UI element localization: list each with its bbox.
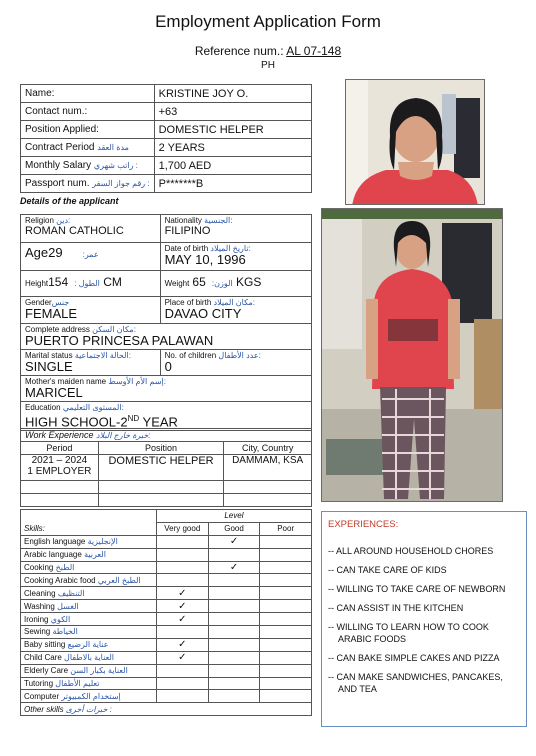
age-label-ar: عمر: [82, 250, 99, 259]
details-heading: Details of the applicant [20, 196, 119, 206]
work-empty-cell [21, 481, 99, 494]
skill-name-cell [21, 613, 157, 626]
skill-level-cell [156, 664, 208, 677]
skill-level-cell [260, 535, 312, 548]
dob-cell [160, 243, 311, 271]
skill-level-cell [208, 535, 260, 548]
info-value: DOMESTIC HELPER [154, 121, 311, 139]
skill-row [21, 613, 312, 626]
work-row-period: 2021 – 2024 1 EMPLOYER [21, 455, 99, 481]
work-row-position: DOMESTIC HELPER [98, 455, 224, 481]
skill-level-cell [208, 638, 260, 651]
skill-row [21, 574, 312, 587]
skill-name-cell [21, 626, 157, 639]
skill-name-cell [21, 574, 157, 587]
skill-level-cell [156, 626, 208, 639]
skill-name-ar: عناية الرضيع [67, 640, 109, 650]
skill-row [21, 651, 312, 664]
mother-label-ar: إسم الأم الأوسط: [108, 377, 166, 386]
birthplace-cell [160, 297, 311, 324]
skill-name: Arabic language [24, 550, 82, 560]
skill-name-ar: التنظيف [57, 588, 85, 598]
skill-name-cell [21, 535, 157, 548]
skill-level-cell [156, 690, 208, 703]
address-value: PUERTO PRINCESA PALAWAN [25, 333, 214, 348]
skill-name: Baby sitting [24, 640, 66, 650]
skill-level-cell [156, 587, 208, 600]
skill-level-cell [208, 651, 260, 664]
skill-level-cell [208, 548, 260, 561]
skill-level-cell [260, 677, 312, 690]
skill-name-cell [21, 587, 157, 600]
experiences-box [321, 511, 527, 727]
skill-level-cell [260, 613, 312, 626]
experience-item: -- ALL AROUND HOUSEHOLD CHORES [328, 546, 494, 556]
skill-row [21, 535, 312, 548]
skill-row [21, 600, 312, 613]
info-label-ar: راتب شهري : [93, 161, 138, 170]
country-code: PH [261, 60, 275, 71]
skill-level-cell [260, 664, 312, 677]
skills-corner [21, 510, 157, 523]
height-label-ar: الطول : [74, 279, 100, 288]
work-experience-title: Work Experience خبرة خارج البلاد: [21, 429, 312, 442]
address-cell [21, 324, 312, 350]
marital-value: SINGLE [25, 359, 73, 374]
skill-name: Washing [24, 601, 55, 611]
children-label: No. of children [164, 351, 217, 360]
skill-level-cell [260, 638, 312, 651]
skill-name: Elderly Care [24, 666, 69, 676]
skills-table [20, 509, 312, 716]
work-header-position: Position [98, 442, 224, 455]
skill-name-ar: إستخدام الكمبيوتر [61, 691, 121, 701]
info-row [21, 85, 312, 103]
skill-level-cell [156, 651, 208, 664]
personal-info-table [20, 84, 312, 193]
birthplace-label-ar: مكان الميلاد: [213, 298, 256, 307]
form-title: Employment Application Form [155, 12, 381, 31]
skill-name: Cooking Arabic food [24, 575, 96, 585]
skill-level-cell [208, 664, 260, 677]
other-skills-row [21, 703, 312, 716]
religion-value: ROMAN CATHOLIC [25, 225, 124, 237]
level-header: Level [156, 510, 311, 523]
birthplace-label: Place of birth [164, 298, 212, 307]
nationality-value: FILIPINO [164, 225, 211, 237]
weight-label-ar: الوزن: [211, 279, 233, 288]
work-empty-cell [224, 481, 312, 494]
reference-label: Reference num.: [194, 44, 284, 58]
marital-label-ar: الحالة الاجتماعية: [74, 351, 131, 360]
skill-level-cell [260, 626, 312, 639]
experiences-list [328, 545, 520, 695]
children-value: 0 [164, 359, 172, 374]
level-good: Good [208, 522, 260, 535]
skill-level-cell [156, 548, 208, 561]
skill-name-ar: العناية بكبار السن [70, 666, 128, 676]
reference-line [0, 44, 536, 58]
experience-item: -- CAN MAKE SANDWICHES, PANCAKES, AND TEA [328, 672, 503, 694]
info-label: Contract Period [25, 142, 95, 153]
check-icon: ✓ [178, 652, 187, 664]
info-label-cell [21, 157, 155, 175]
info-row [21, 121, 312, 139]
skill-name: Sewing [24, 627, 51, 637]
info-label: Contact num.: [25, 106, 88, 117]
height-value: 154 CM [48, 275, 122, 289]
age-cell [21, 243, 161, 271]
experiences-title: EXPERIENCES: [328, 519, 399, 530]
education-cell [21, 402, 312, 431]
level-poor: Poor [260, 522, 312, 535]
experience-item: -- WILLING TO LEARN HOW TO COOK ARABIC FOODS [328, 622, 489, 644]
experience-item: -- CAN BAKE SIMPLE CAKES AND PIZZA [328, 653, 500, 663]
work-header-period: Period [21, 442, 99, 455]
skill-row [21, 690, 312, 703]
nationality-label: Nationality [164, 216, 202, 225]
skill-name: Computer [24, 691, 60, 701]
weight-value: 65 KGS [192, 275, 262, 289]
nationality-label-ar: الجنسية: [204, 216, 233, 225]
experience-item: -- WILLING TO TAKE CARE OF NEWBORN [328, 584, 506, 594]
skill-name: Child Care [24, 653, 62, 663]
skill-name-ar: الإنجليزية [87, 537, 118, 547]
skill-name: Ironing [24, 614, 49, 624]
info-label-cell [21, 103, 155, 121]
skills-header: Skills: [21, 522, 157, 535]
info-label-ar: رقم جواز السفر : [92, 179, 150, 188]
skill-level-cell [208, 561, 260, 574]
skill-name-cell [21, 561, 157, 574]
skill-level-cell [260, 548, 312, 561]
skill-name-cell [21, 548, 157, 561]
skill-name-cell [21, 600, 157, 613]
info-value: KRISTINE JOY O. [154, 85, 311, 103]
work-empty-cell [98, 481, 224, 494]
religion-label: Religion [25, 216, 54, 225]
info-label-cell [21, 121, 155, 139]
skill-level-cell [260, 561, 312, 574]
skill-level-cell [156, 677, 208, 690]
skill-name-ar: الغسل [57, 601, 79, 611]
skill-row [21, 638, 312, 651]
skill-level-cell [260, 587, 312, 600]
info-label: Name: [25, 88, 55, 99]
skill-level-cell [260, 574, 312, 587]
info-row [21, 139, 312, 157]
reference-number: AL 07-148 [286, 44, 342, 58]
skill-level-cell [156, 561, 208, 574]
skill-level-cell [208, 690, 260, 703]
skill-row [21, 626, 312, 639]
gender-label-ar: جنس [51, 298, 70, 307]
age-label: Age [25, 245, 49, 260]
skill-level-cell [260, 690, 312, 703]
skill-level-cell [156, 613, 208, 626]
skill-level-cell [260, 600, 312, 613]
skill-row [21, 587, 312, 600]
skill-level-cell [208, 600, 260, 613]
skill-name: Cooking [24, 563, 54, 572]
check-icon: ✓ [229, 562, 239, 573]
applicant-details-table [20, 214, 312, 431]
skill-level-cell [156, 535, 208, 548]
info-label: Monthly Salary [25, 160, 92, 171]
children-label-ar: عدد الأطفال: [218, 351, 261, 360]
mother-value: MARICEL [25, 385, 83, 400]
skill-name-ar: العربية [84, 550, 106, 560]
skill-row [21, 548, 312, 561]
check-icon: ✓ [178, 600, 187, 612]
marital-label: Marital status [25, 351, 73, 360]
dob-label-ar: تاريخ الميلاد: [210, 244, 251, 253]
work-empty-cell [21, 494, 99, 507]
weight-cell [160, 271, 311, 297]
birthplace-value: DAVAO CITY [164, 306, 242, 321]
skill-name: English language [24, 537, 86, 547]
address-label-ar: مكان السكن: [92, 325, 136, 334]
education-label-ar: المستوى التعليمي: [62, 403, 124, 412]
skill-name-cell [21, 651, 157, 664]
other-skills-label: Other skills [24, 704, 64, 714]
dob-label: Date of birth [164, 244, 209, 253]
experience-item: -- CAN ASSIST IN THE KITCHEN [328, 603, 464, 613]
skill-level-cell [208, 587, 260, 600]
info-label-cell [21, 139, 155, 157]
skill-row [21, 561, 312, 574]
skill-name-cell [21, 664, 157, 677]
work-experience-table [20, 428, 312, 507]
skill-name-cell [21, 638, 157, 651]
mother-cell [21, 376, 312, 402]
info-label-cell [21, 85, 155, 103]
religion-label-ar: دين: [56, 216, 71, 225]
info-value: P*******B [154, 175, 311, 193]
work-row-location: DAMMAM, KSA [224, 455, 312, 481]
skill-name-ar: الطبخ [55, 563, 75, 572]
skill-name-ar: الطبخ العربي [97, 575, 141, 585]
skill-level-cell [208, 613, 260, 626]
education-value: HIGH SCHOOL-2ND YEAR [25, 414, 178, 430]
gender-value: FEMALE [25, 306, 78, 321]
skill-name-ar: العناية بالاطفال [64, 653, 115, 663]
skill-level-cell [208, 626, 260, 639]
skill-level-cell [156, 638, 208, 651]
nationality-cell [160, 215, 311, 243]
skill-level-cell [208, 574, 260, 587]
gender-cell [21, 297, 161, 324]
info-value: +63 [154, 103, 311, 121]
applicant-photo-portrait [345, 79, 485, 205]
info-row [21, 175, 312, 193]
applicant-photo-fullbody [321, 208, 503, 502]
check-icon: ✓ [178, 613, 187, 625]
skill-name-ar: الكوي [50, 614, 71, 624]
age-value: 29 [48, 245, 63, 260]
height-cell [21, 271, 161, 297]
skill-row [21, 664, 312, 677]
skill-level-cell [156, 600, 208, 613]
info-value: 2 YEARS [154, 139, 311, 157]
marital-cell [21, 350, 161, 376]
work-empty-cell [224, 494, 312, 507]
work-header-location: City, Country [224, 442, 312, 455]
children-cell [160, 350, 311, 376]
check-icon: ✓ [229, 536, 239, 548]
work-empty-cell [98, 494, 224, 507]
info-row [21, 103, 312, 121]
skill-name: Tutoring [24, 679, 54, 689]
mother-label: Mother's maiden name [25, 377, 107, 386]
info-value: 1,700 AED [154, 157, 311, 175]
skill-name-cell [21, 690, 157, 703]
skill-row [21, 677, 312, 690]
info-label-cell [21, 175, 155, 193]
skill-name-ar: تعليم الأطفال [55, 679, 100, 689]
level-very-good: Very good [156, 522, 208, 535]
skill-level-cell [156, 574, 208, 587]
skill-name-cell [21, 677, 157, 690]
dob-value: MAY 10, 1996 [164, 252, 246, 267]
info-label: Passport num. [25, 178, 90, 189]
weight-label: Weight [164, 279, 190, 288]
skill-level-cell [208, 677, 260, 690]
skill-name-ar: الخياطة [52, 627, 78, 637]
info-label: Position Applied: [25, 124, 99, 135]
religion-cell [21, 215, 161, 243]
skill-name: Cleaning [24, 588, 56, 598]
address-label: Complete address [25, 325, 90, 334]
height-label: Height [25, 279, 49, 288]
experience-item: -- CAN TAKE CARE OF KIDS [328, 565, 447, 575]
gender-label: Gender [25, 298, 52, 307]
other-skills-label-ar: خبرات أخرى : [65, 704, 112, 714]
info-row [21, 157, 312, 175]
check-icon: ✓ [178, 639, 187, 651]
skill-level-cell [260, 651, 312, 664]
education-label: Education [25, 403, 61, 412]
check-icon: ✓ [178, 587, 187, 599]
info-label-ar: مدة العقد [97, 143, 129, 152]
